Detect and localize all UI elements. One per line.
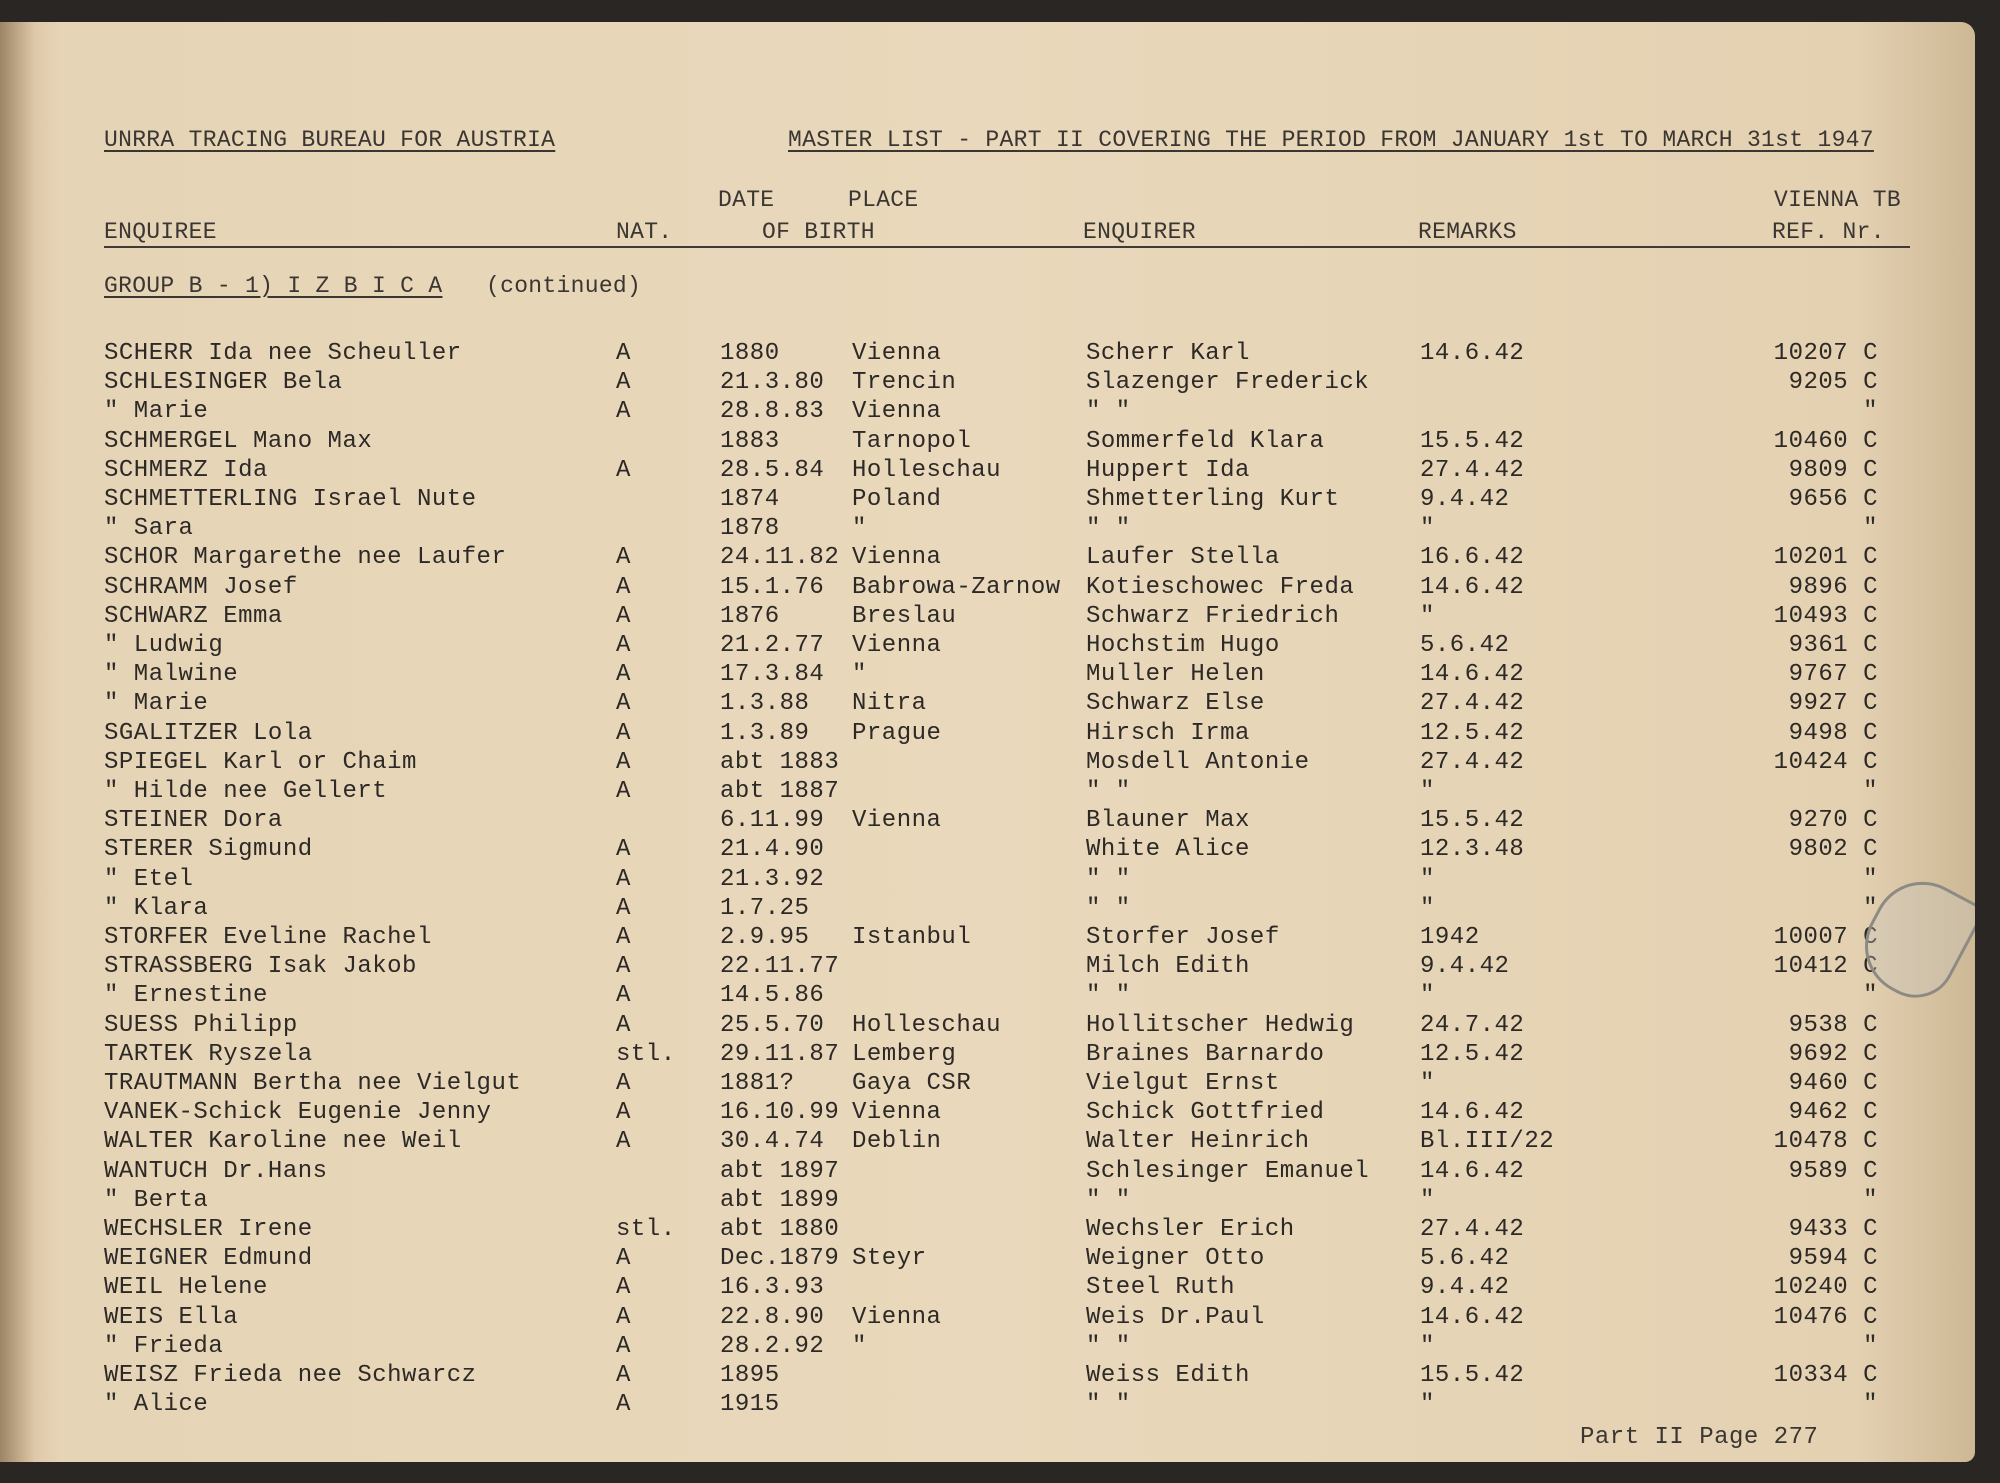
cell-remarks: 9.4.42 — [1420, 486, 1510, 513]
col-date-bottom: OF BIRTH — [762, 219, 875, 245]
cell-place: " — [852, 661, 867, 688]
cell-remarks: " — [1420, 1070, 1435, 1097]
cell-enquirer: Laufer Stella — [1086, 544, 1280, 571]
cell-enquiree: SGALITZER Lola — [104, 720, 313, 747]
cell-enquirer: Wechsler Erich — [1086, 1216, 1295, 1243]
cell-date: abt 1897 — [720, 1158, 840, 1185]
cell-nat: A — [616, 1362, 631, 1389]
cell-remarks: 5.6.42 — [1420, 1245, 1510, 1272]
cell-date: 15.1.76 — [720, 574, 825, 601]
cell-remarks: 14.6.42 — [1420, 1099, 1525, 1126]
cell-date: 14.5.86 — [720, 982, 825, 1009]
cell-place: Breslau — [852, 603, 957, 630]
cell-ref: 9205 C — [1788, 369, 1878, 396]
cell-enquiree: WEISZ Frieda nee Schwarcz — [104, 1362, 477, 1389]
cell-enquiree: SCHWARZ Emma — [104, 603, 283, 630]
cell-enquirer: White Alice — [1086, 836, 1250, 863]
cell-date: 1880 — [720, 340, 780, 367]
cell-enquirer: Schlesinger Emanuel — [1086, 1158, 1370, 1185]
cell-enquiree: " Ernestine — [104, 982, 268, 1009]
cell-date: 30.4.74 — [720, 1128, 825, 1155]
cell-enquiree: WECHSLER Irene — [104, 1216, 313, 1243]
cell-ref: 9594 C — [1788, 1245, 1878, 1272]
cell-enquiree: WEIGNER Edmund — [104, 1245, 313, 1272]
cell-remarks: 24.7.42 — [1420, 1012, 1525, 1039]
cell-date: abt 1899 — [720, 1187, 840, 1214]
cell-enquirer: Schwarz Friedrich — [1086, 603, 1340, 630]
cell-enquirer: Schwarz Else — [1086, 690, 1265, 717]
cell-remarks: " — [1420, 1333, 1435, 1360]
cell-enquiree: TRAUTMANN Bertha nee Vielgut — [104, 1070, 522, 1097]
cell-nat: A — [616, 369, 631, 396]
cell-nat: A — [616, 1304, 631, 1331]
cell-enquirer: Walter Heinrich — [1086, 1128, 1310, 1155]
col-remarks: REMARKS — [1418, 219, 1517, 245]
cell-date: abt 1883 — [720, 749, 840, 776]
cell-ref: 10007 C — [1773, 924, 1878, 951]
cell-remarks: 12.3.48 — [1420, 836, 1525, 863]
cell-ref: 10240 C — [1773, 1274, 1878, 1301]
cell-enquirer: Muller Helen — [1086, 661, 1265, 688]
cell-ref: 10201 C — [1773, 544, 1878, 571]
cell-remarks: Bl.III/22 — [1420, 1128, 1555, 1155]
cell-ref: " — [1863, 1333, 1878, 1360]
cell-place: Vienna — [852, 807, 942, 834]
cell-nat: A — [616, 1099, 631, 1126]
cell-place: Poland — [852, 486, 942, 513]
cell-enquirer: " " — [1086, 895, 1131, 922]
cell-enquirer: Hochstim Hugo — [1086, 632, 1280, 659]
cell-enquirer: Hollitscher Hedwig — [1086, 1012, 1355, 1039]
cell-ref: 9498 C — [1788, 720, 1878, 747]
group-label: GROUP B - 1) I Z B I C A — [104, 273, 443, 299]
cell-place: " — [852, 1333, 867, 1360]
cell-enquirer: Huppert Ida — [1086, 457, 1250, 484]
cell-enquiree: SCHLESINGER Bela — [104, 369, 343, 396]
cell-enquiree: WEIS Ella — [104, 1304, 239, 1331]
cell-enquiree: " Klara — [104, 895, 209, 922]
cell-enquirer: Storfer Josef — [1086, 924, 1280, 951]
cell-ref: 10412 C — [1773, 953, 1878, 980]
cell-date: 21.3.80 — [720, 369, 825, 396]
cell-remarks: 16.6.42 — [1420, 544, 1525, 571]
cell-remarks: 14.6.42 — [1420, 661, 1525, 688]
cell-date: 25.5.70 — [720, 1012, 825, 1039]
cell-remarks: 27.4.42 — [1420, 749, 1525, 776]
cell-date: 22.8.90 — [720, 1304, 825, 1331]
cell-enquirer: Steel Ruth — [1086, 1274, 1236, 1301]
cell-nat: A — [616, 661, 631, 688]
cell-nat: stl. — [616, 1041, 676, 1068]
cell-enquiree: " Berta — [104, 1187, 209, 1214]
cell-enquirer: Weis Dr.Paul — [1086, 1304, 1265, 1331]
cell-remarks: " — [1420, 895, 1435, 922]
cell-remarks: 9.4.42 — [1420, 1274, 1510, 1301]
cell-enquiree: WEIL Helene — [104, 1274, 268, 1301]
cell-ref: 10207 C — [1773, 340, 1878, 367]
col-place-top: PLACE — [848, 187, 919, 213]
cell-place: Vienna — [852, 398, 942, 425]
cell-date: 2.9.95 — [720, 924, 810, 951]
cell-ref: " — [1863, 778, 1878, 805]
cell-place: Gaya CSR — [852, 1070, 972, 1097]
cell-date: 6.11.99 — [720, 807, 825, 834]
cell-remarks: " — [1420, 1391, 1435, 1418]
cell-remarks: 14.6.42 — [1420, 1158, 1525, 1185]
cell-date: 1883 — [720, 428, 780, 455]
col-enquiree: ENQUIREE — [104, 219, 217, 245]
cell-remarks: 14.6.42 — [1420, 340, 1525, 367]
cell-nat: A — [616, 603, 631, 630]
cell-place: Prague — [852, 720, 942, 747]
cell-remarks: 14.6.42 — [1420, 574, 1525, 601]
cell-nat: A — [616, 690, 631, 717]
cell-enquirer: Kotieschowec Freda — [1086, 574, 1355, 601]
cell-place: Trencin — [852, 369, 957, 396]
cell-nat: A — [616, 836, 631, 863]
cell-remarks: 15.5.42 — [1420, 807, 1525, 834]
cell-enquirer: " " — [1086, 1187, 1131, 1214]
cell-ref: " — [1863, 1187, 1878, 1214]
cell-ref: " — [1863, 982, 1878, 1009]
cell-date: 1.3.88 — [720, 690, 810, 717]
cell-ref: " — [1863, 1391, 1878, 1418]
cell-remarks: 27.4.42 — [1420, 690, 1525, 717]
cell-enquirer: Braines Barnardo — [1086, 1041, 1325, 1068]
cell-nat: A — [616, 720, 631, 747]
cell-ref: 9802 C — [1788, 836, 1878, 863]
cell-date: 1876 — [720, 603, 780, 630]
cell-place: Vienna — [852, 1304, 942, 1331]
cell-remarks: " — [1420, 515, 1435, 542]
cell-ref: 9460 C — [1788, 1070, 1878, 1097]
cell-date: 1.7.25 — [720, 895, 810, 922]
col-enquirer: ENQUIRER — [1083, 219, 1196, 245]
cell-remarks: 27.4.42 — [1420, 457, 1525, 484]
cell-enquiree: " Frieda — [104, 1333, 224, 1360]
cell-nat: A — [616, 953, 631, 980]
cell-date: 1915 — [720, 1391, 780, 1418]
cell-enquiree: STORFER Eveline Rachel — [104, 924, 432, 951]
cell-remarks: " — [1420, 982, 1435, 1009]
cell-ref: 10478 C — [1773, 1128, 1878, 1155]
cell-enquirer: Hirsch Irma — [1086, 720, 1250, 747]
cell-nat: A — [616, 778, 631, 805]
cell-date: 21.4.90 — [720, 836, 825, 863]
cell-enquiree: SCHRAMM Josef — [104, 574, 298, 601]
cell-date: 28.8.83 — [720, 398, 825, 425]
cell-enquiree: SCHOR Margarethe nee Laufer — [104, 544, 507, 571]
cell-nat: A — [616, 749, 631, 776]
cell-date: abt 1880 — [720, 1216, 840, 1243]
cell-remarks: 12.5.42 — [1420, 720, 1525, 747]
cell-enquiree: STERER Sigmund — [104, 836, 313, 863]
cell-remarks: 9.4.42 — [1420, 953, 1510, 980]
cell-ref: 9692 C — [1788, 1041, 1878, 1068]
cell-remarks: " — [1420, 1187, 1435, 1214]
cell-ref: " — [1863, 866, 1878, 893]
cell-date: 1874 — [720, 486, 780, 513]
cell-nat: A — [616, 982, 631, 1009]
cell-ref: 10424 C — [1773, 749, 1878, 776]
cell-place: Holleschau — [852, 1012, 1002, 1039]
cell-remarks: " — [1420, 778, 1435, 805]
cell-enquiree: SCHERR Ida nee Scheuller — [104, 340, 462, 367]
cell-nat: A — [616, 340, 631, 367]
cell-date: 28.5.84 — [720, 457, 825, 484]
cell-place: Babrowa-Zarnow — [852, 574, 1061, 601]
cell-enquiree: WANTUCH Dr.Hans — [104, 1158, 328, 1185]
cell-place: Steyr — [852, 1245, 927, 1272]
cell-enquiree: SCHMERZ Ida — [104, 457, 268, 484]
cell-ref: 9767 C — [1788, 661, 1878, 688]
col-date-top: DATE — [718, 187, 775, 213]
cell-place: Vienna — [852, 632, 942, 659]
cell-remarks: 27.4.42 — [1420, 1216, 1525, 1243]
cell-date: 1895 — [720, 1362, 780, 1389]
cell-nat: A — [616, 1274, 631, 1301]
cell-nat: A — [616, 574, 631, 601]
cell-enquiree: TARTEK Ryszela — [104, 1041, 313, 1068]
cell-date: 21.2.77 — [720, 632, 825, 659]
cell-ref: 9896 C — [1788, 574, 1878, 601]
cell-enquiree: " Sara — [104, 515, 194, 542]
cell-enquiree: " Ludwig — [104, 632, 224, 659]
cell-enquiree: VANEK-Schick Eugenie Jenny — [104, 1099, 492, 1126]
cell-enquiree: SCHMERGEL Mano Max — [104, 428, 373, 455]
group-note: (continued) — [486, 273, 642, 299]
cell-ref: " — [1863, 895, 1878, 922]
cell-date: 17.3.84 — [720, 661, 825, 688]
cell-ref: 9927 C — [1788, 690, 1878, 717]
cell-place: " — [852, 515, 867, 542]
cell-enquirer: Vielgut Ernst — [1086, 1070, 1280, 1097]
cell-date: 16.10.99 — [720, 1099, 840, 1126]
cell-enquirer: " " — [1086, 1391, 1131, 1418]
cell-enquiree: SUESS Philipp — [104, 1012, 298, 1039]
cell-enquiree: SCHMETTERLING Israel Nute — [104, 486, 477, 513]
cell-enquiree: SPIEGEL Karl or Chaim — [104, 749, 417, 776]
cell-date: Dec.1879 — [720, 1245, 840, 1272]
header-rule — [104, 246, 1910, 248]
cell-nat: A — [616, 398, 631, 425]
col-nat: NAT. — [616, 219, 673, 245]
cell-ref: 9361 C — [1788, 632, 1878, 659]
cell-nat: A — [616, 632, 631, 659]
cell-remarks: 15.5.42 — [1420, 1362, 1525, 1389]
cell-ref: 10476 C — [1773, 1304, 1878, 1331]
cell-place: Vienna — [852, 340, 942, 367]
cell-nat: A — [616, 1012, 631, 1039]
cell-remarks: " — [1420, 866, 1435, 893]
cell-ref: 10460 C — [1773, 428, 1878, 455]
cell-ref: 9656 C — [1788, 486, 1878, 513]
cell-nat: stl. — [616, 1216, 676, 1243]
cell-nat: A — [616, 457, 631, 484]
cell-date: 1.3.89 — [720, 720, 810, 747]
cell-date: abt 1887 — [720, 778, 840, 805]
cell-nat: A — [616, 924, 631, 951]
cell-ref: 9433 C — [1788, 1216, 1878, 1243]
cell-ref: " — [1863, 398, 1878, 425]
cell-nat: A — [616, 1245, 631, 1272]
book-spine — [0, 22, 34, 1462]
bureau-title: UNRRA TRACING BUREAU FOR AUSTRIA — [104, 127, 556, 153]
cell-remarks: 5.6.42 — [1420, 632, 1510, 659]
cell-ref: 9589 C — [1788, 1158, 1878, 1185]
cell-enquiree: " Marie — [104, 398, 209, 425]
cell-remarks: 14.6.42 — [1420, 1304, 1525, 1331]
cell-place: Nitra — [852, 690, 927, 717]
page-number: Part II Page 277 — [1580, 1424, 1819, 1451]
cell-place: Lemberg — [852, 1041, 957, 1068]
col-ref-top: VIENNA TB — [1774, 187, 1901, 213]
cell-place: Deblin — [852, 1128, 942, 1155]
cell-date: 28.2.92 — [720, 1333, 825, 1360]
cell-enquiree: STEINER Dora — [104, 807, 283, 834]
cell-ref: 10493 C — [1773, 603, 1878, 630]
cell-ref: " — [1863, 515, 1878, 542]
cell-remarks: 12.5.42 — [1420, 1041, 1525, 1068]
cell-remarks: 15.5.42 — [1420, 428, 1525, 455]
cell-nat: A — [616, 866, 631, 893]
master-list-title: MASTER LIST - PART II COVERING THE PERIOD FROM JANUARY 1st TO MARCH 31st 1947 — [788, 127, 1874, 153]
cell-nat: A — [616, 1333, 631, 1360]
cell-enquirer: " " — [1086, 778, 1131, 805]
cell-enquiree: " Hilde nee Gellert — [104, 778, 388, 805]
cell-enquirer: Scherr Karl — [1086, 340, 1250, 367]
document-page — [0, 22, 1975, 1462]
cell-enquirer: Blauner Max — [1086, 807, 1250, 834]
cell-ref: 9809 C — [1788, 457, 1878, 484]
cell-enquirer: Sommerfeld Klara — [1086, 428, 1325, 455]
cell-enquirer: " " — [1086, 866, 1131, 893]
cell-enquirer: " " — [1086, 982, 1131, 1009]
cell-date: 24.11.82 — [720, 544, 840, 571]
cell-date: 22.11.77 — [720, 953, 840, 980]
cell-enquiree: " Marie — [104, 690, 209, 717]
cell-ref: 9538 C — [1788, 1012, 1878, 1039]
cell-enquirer: Slazenger Frederick — [1086, 369, 1370, 396]
cell-nat: A — [616, 1070, 631, 1097]
cell-enquirer: Mosdell Antonie — [1086, 749, 1310, 776]
cell-nat: A — [616, 1128, 631, 1155]
cell-nat: A — [616, 544, 631, 571]
cell-enquirer: Weiss Edith — [1086, 1362, 1250, 1389]
cell-enquirer: Shmetterling Kurt — [1086, 486, 1340, 513]
cell-enquirer: " " — [1086, 515, 1131, 542]
cell-place: Holleschau — [852, 457, 1002, 484]
cell-date: 16.3.93 — [720, 1274, 825, 1301]
cell-remarks: 1942 — [1420, 924, 1480, 951]
cell-enquirer: Milch Edith — [1086, 953, 1250, 980]
cell-ref: 9270 C — [1788, 807, 1878, 834]
cell-ref: 9462 C — [1788, 1099, 1878, 1126]
cell-remarks: " — [1420, 603, 1435, 630]
cell-enquiree: STRASSBERG Isak Jakob — [104, 953, 417, 980]
cell-enquirer: Schick Gottfried — [1086, 1099, 1325, 1126]
cell-place: Tarnopol — [852, 428, 972, 455]
cell-date: 1878 — [720, 515, 780, 542]
cell-date: 1881? — [720, 1070, 795, 1097]
cell-date: 29.11.87 — [720, 1041, 840, 1068]
cell-place: Vienna — [852, 1099, 942, 1126]
col-ref-bottom: REF. Nr. — [1772, 219, 1885, 245]
cell-enquirer: " " — [1086, 1333, 1131, 1360]
cell-ref: 10334 C — [1773, 1362, 1878, 1389]
cell-enquiree: " Alice — [104, 1391, 209, 1418]
cell-enquiree: " Etel — [104, 866, 194, 893]
cell-place: Istanbul — [852, 924, 972, 951]
cell-enquirer: Weigner Otto — [1086, 1245, 1265, 1272]
cell-enquiree: WALTER Karoline nee Weil — [104, 1128, 462, 1155]
cell-enquiree: " Malwine — [104, 661, 239, 688]
cell-enquirer: " " — [1086, 398, 1131, 425]
cell-date: 21.3.92 — [720, 866, 825, 893]
cell-place: Vienna — [852, 544, 942, 571]
cell-nat: A — [616, 1391, 631, 1418]
cell-nat: A — [616, 895, 631, 922]
